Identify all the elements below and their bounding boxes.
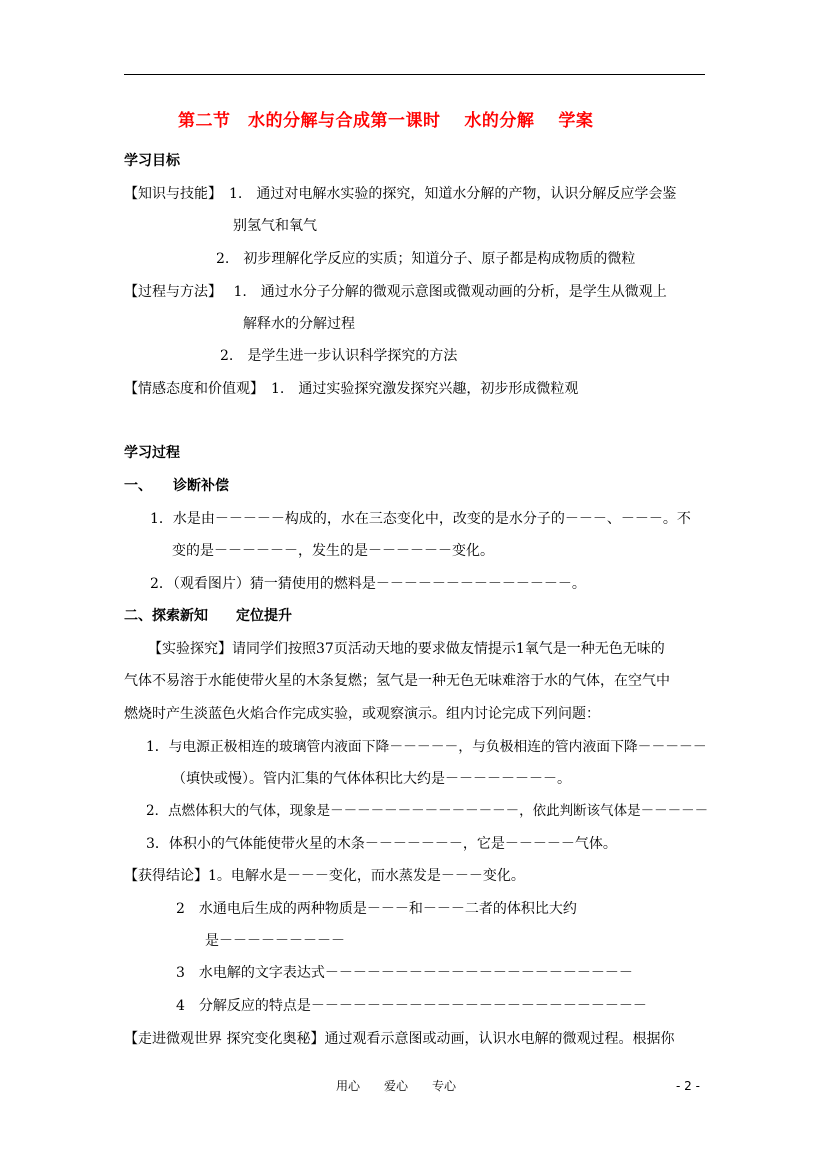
footer-motto: 用心 爱心 专心 <box>336 1079 457 1093</box>
text-line: 1．与电源正极相连的玻璃管内液面下降－－－－－，与负极相连的管内液面下降－－－－－ <box>146 739 707 755</box>
text-line: 变的是－－－－－－，发生的是－－－－－－变化。 <box>172 543 494 559</box>
text-line: 4 分解反应的特点是－－－－－－－－－－－－－－－－－－－－－－－－ <box>176 998 647 1014</box>
section-heading-process: 学习过程 <box>124 445 180 461</box>
text-line: 【实验探究】请同学们按照37页活动天地的要求做友情提示1氧气是一种无色无味的 <box>148 641 665 657</box>
text-line: 气体不易溶于水能使带火星的木条复燃；氢气是一种无色无味难溶于水的气体，在空气中 <box>124 673 670 689</box>
text-line: 燃烧时产生淡蓝色火焰合作完成实验，或观察演示。组内讨论完成下列问题： <box>124 706 600 722</box>
text-line: 是－－－－－－－－－ <box>205 933 345 949</box>
text-line: 2．点燃体积大的气体，现象是－－－－－－－－－－－－－－，依此判断该气体是－－－－－ <box>146 803 709 819</box>
text-line: 3 水电解的文字表达式－－－－－－－－－－－－－－－－－－－－－－ <box>176 965 633 981</box>
text-line: 【过程与方法】 1. 通过水分子分解的微观示意图或微观动画的分析，是学生从微观上 <box>124 284 667 300</box>
text-line: 3．体积小的气体能使带火星的木条－－－－－－－，它是－－－－－气体。 <box>146 836 617 852</box>
page-number: - 2 - <box>676 1079 700 1093</box>
text-line: 解释水的分解过程 <box>243 316 355 332</box>
section-heading-diagnosis: 一、 诊断补偿 <box>124 478 229 494</box>
text-line: 1．水是由－－－－－构成的，水在三态变化中，改变的是水分子的－－－、－－－。不 <box>150 511 691 527</box>
text-line: 2. 初步理解化学反应的实质；知道分子、原子都是构成物质的微粒 <box>216 251 636 267</box>
text-line: 【获得结论】1。电解水是－－－变化，而水蒸发是－－－变化。 <box>124 868 525 884</box>
page-title: 第二节 水的分解与合成第一课时 水的分解 学案 <box>178 111 594 131</box>
text-line: 别氢气和氧气 <box>233 218 317 234</box>
text-line: 【情感态度和价值观】 1. 通过实验探究激发探究兴趣，初步形成微粒观 <box>124 381 579 397</box>
text-line: 【走进微观世界 探究变化奥秘】通过观看示意图或动画，认识水电解的微观过程。根据你 <box>124 1031 675 1047</box>
section-heading-explore: 二、探索新知 定位提升 <box>124 608 292 624</box>
text-line: 2．（观看图片）猜一猜使用的燃料是－－－－－－－－－－－－－－。 <box>150 576 586 592</box>
text-line: （填快或慢）。管内汇集的气体体积比大约是－－－－－－－－。 <box>172 771 571 787</box>
text-line: 2 水通电后生成的两种物质是－－－和－－－二者的体积比大约 <box>176 901 577 917</box>
header-rule <box>124 74 705 75</box>
text-line: 2. 是学生进一步认识科学探究的方法 <box>220 348 458 364</box>
text-line: 【知识与技能】 1. 通过对电解水实验的探究，知道水分解的产物，认识分解反应学会鉴 <box>124 186 677 202</box>
section-heading-objectives: 学习目标 <box>124 153 180 169</box>
